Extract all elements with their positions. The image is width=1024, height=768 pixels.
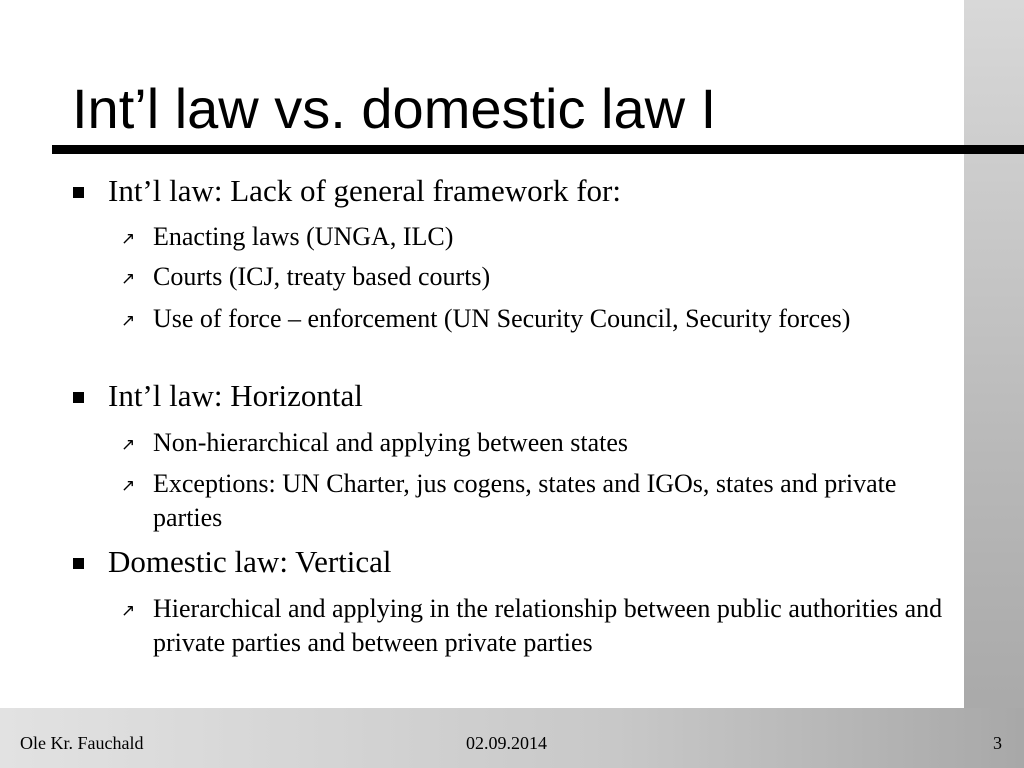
square-bullet-icon [73,392,84,403]
bullet-1-sub-2: Courts (ICJ, treaty based courts) [153,262,491,291]
square-bullet-icon [73,558,84,569]
arrow-up-right-icon: ↗ [121,269,136,289]
arrow-up-right-icon: ↗ [121,229,136,249]
bullet-2-text: Int’l law: Horizontal [108,378,363,413]
bullet-1-sub-3: Use of force – enforcement (UN Security Council, Security forces) [153,304,851,333]
arrow-up-right-icon: ↗ [121,601,136,621]
arrow-up-right-icon: ↗ [121,476,136,496]
bullet-2-sub-1: Non-hierarchical and applying between states [153,428,629,457]
right-decor-band [964,0,1024,768]
bullet-3-text: Domestic law: Vertical [108,544,392,579]
footer-page-number: 3 [993,733,1002,753]
slide-title: Int’l law vs. domestic law I [72,77,717,140]
bullet-1-sub-1: Enacting laws (UNGA, ILC) [153,222,454,251]
arrow-up-right-icon: ↗ [121,311,136,331]
square-bullet-icon [73,187,84,198]
footer-author: Ole Kr. Fauchald [20,733,144,753]
bullet-2-sub-2: Exceptions: UN Charter, jus cogens, states and IGOs, states and private parties [153,469,897,532]
bullet-3-sub-1: Hierarchical and applying in the relationship between public authorities and private parties and between private parties [153,594,943,657]
arrow-up-right-icon: ↗ [121,435,136,455]
footer-date: 02.09.2014 [466,733,547,753]
bullet-1-text: Int’l law: Lack of general framework for: [108,173,621,208]
